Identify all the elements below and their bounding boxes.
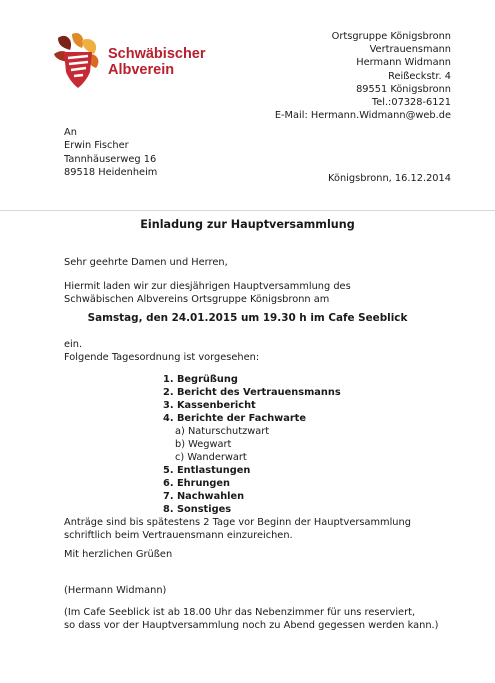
fold-line (0, 210, 495, 211)
agenda-intro (64, 338, 259, 364)
sender-line: Vertrauensmann (369, 44, 451, 56)
note-line: so dass vor der Hauptversammlung noch zu Abend gegessen werden kann.) (64, 620, 439, 632)
agenda-item: b) Wegwart (175, 439, 232, 450)
agenda-item: 1. Begrüßung (163, 374, 238, 385)
recipient-line: Erwin Fischer (64, 140, 129, 152)
agenda-item: 4. Berichte der Fachwarte (163, 413, 307, 424)
agenda-item: 2. Bericht des Vertrauensmanns (163, 387, 341, 398)
agenda-item: a) Naturschutzwart (175, 426, 270, 437)
agenda-item: 7. Nachwahlen (163, 491, 245, 502)
letter-date: Königsbronn, 16.12.2014 (328, 173, 451, 184)
brand-name (108, 46, 206, 78)
salutation: Sehr geehrte Damen und Herren, (64, 257, 228, 268)
agenda-item: 5. Entlastungen (163, 465, 251, 476)
recipient-address (64, 126, 157, 180)
agenda-intro-line: ein. (64, 339, 83, 350)
recipient-line: An (64, 127, 77, 138)
intro-line: Hiermit laden wir zur diesjährigen Hauptversammlung des (64, 281, 351, 292)
signature: (Hermann Widmann) (64, 585, 167, 596)
letter-title: Einladung zur Hauptversammlung (140, 218, 355, 231)
brand-line-1: Schwäbischer (108, 46, 206, 62)
recipient-line: 89518 Heidenheim (64, 167, 158, 179)
motions-paragraph (64, 516, 411, 542)
agenda-intro-line: Folgende Tagesordnung ist vorgesehen: (64, 352, 260, 364)
motions-line: Anträge sind bis spätestens 2 Tage vor Beginn der Hauptversammlung (64, 517, 411, 528)
sender-line: Reißeckstr. 4 (388, 70, 451, 82)
motions-line: schriftlich beim Vertrauensmann einzureichen. (64, 530, 293, 542)
recipient-line: Tannhäuserweg 16 (64, 153, 157, 165)
sender-line: Hermann Widmann (356, 57, 451, 69)
intro-line: Schwäbischen Albvereins Ortsgruppe Königsbronn am (64, 294, 330, 306)
agenda-list (163, 373, 341, 516)
sender-line: 89551 Königsbronn (356, 83, 451, 95)
sender-address (275, 30, 451, 122)
agenda-item: 3. Kassenbericht (163, 400, 256, 411)
sender-line: Tel.:07328-6121 (371, 97, 451, 109)
sender-email: E-Mail: Hermann.Widmann@web.de (274, 110, 451, 122)
intro-paragraph (64, 280, 351, 306)
albverein-logo-icon (52, 30, 104, 92)
sender-line: Ortsgruppe Königsbronn (331, 31, 451, 42)
agenda-item: c) Wanderwart (175, 452, 247, 463)
brand-line-2: Albverein (108, 62, 175, 78)
agenda-item: 6. Ehrungen (163, 478, 231, 489)
note-paragraph (64, 606, 438, 632)
event-details: Samstag, den 24.01.2015 um 19.30 h im Cafe Seeblick (87, 312, 408, 324)
note-line: (Im Cafe Seeblick ist ab 18.00 Uhr das Nebenzimmer für uns reserviert, (64, 607, 416, 618)
agenda-item: 8. Sonstiges (163, 504, 232, 515)
closing: Mit herzlichen Grüßen (64, 549, 173, 560)
